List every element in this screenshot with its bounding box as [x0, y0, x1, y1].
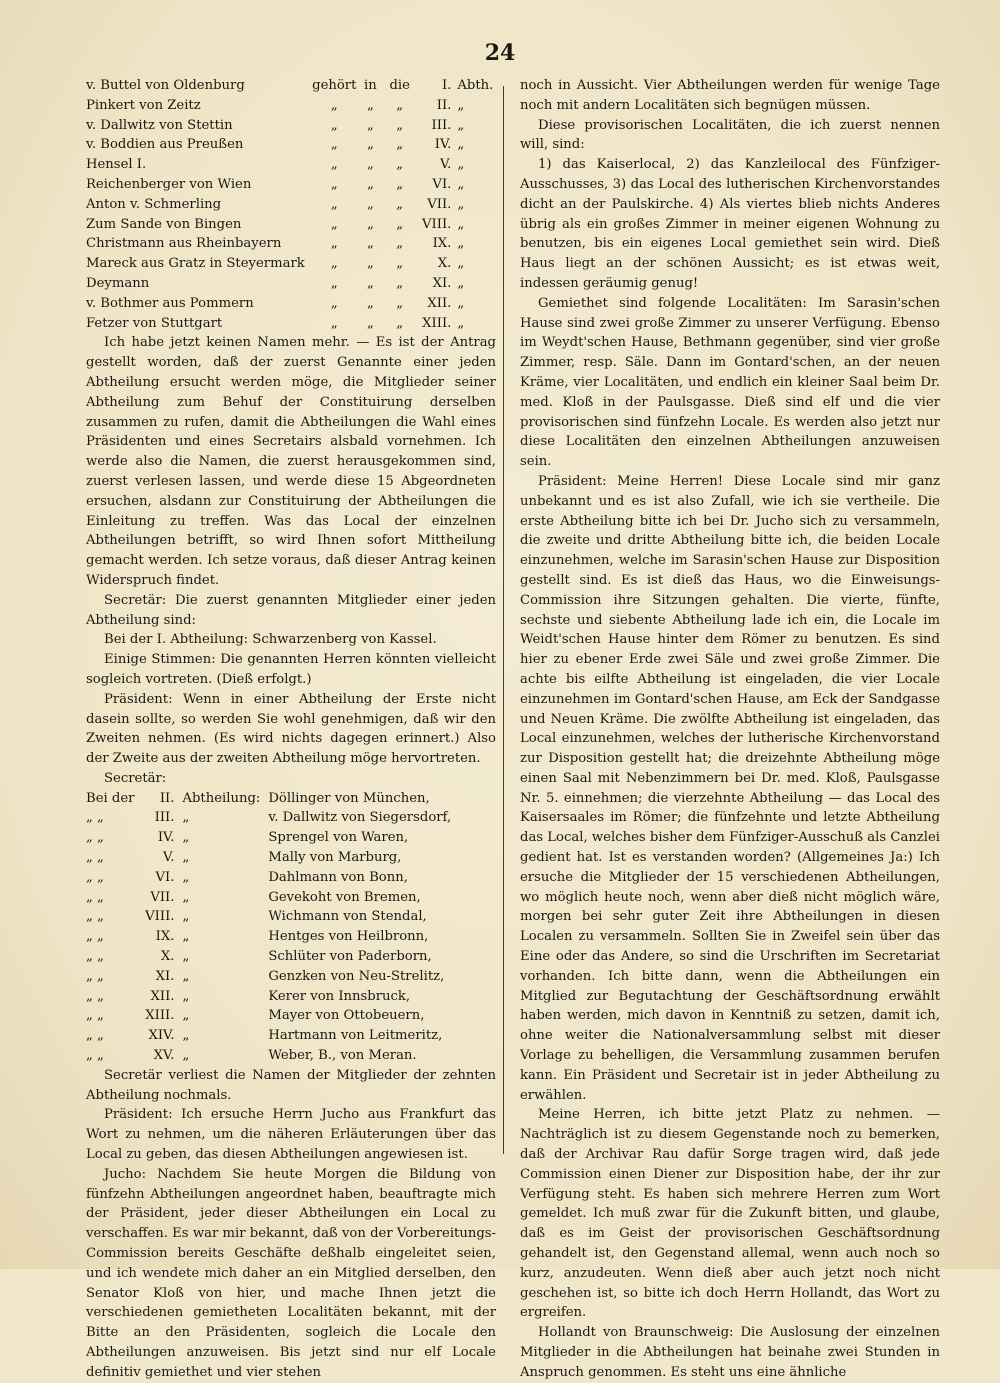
list-word: „: [330, 275, 338, 291]
division-number: XIV.: [148, 1028, 175, 1044]
paragraph: Ich habe jetzt keinen Namen mehr. — Es ist der Antrag gestellt worden, daß der zuerst Genannte einer jeden Abtheilung ersucht werden möge, die Mitglieder seiner Abtheilung zum Behuf der Constituirung derselben zusammen zu rufen, damit die Abtheilungen die Wahl eines Präsidenten und eines Secretairs alsbald vornehmen. Ich werde also die Namen, die zuerst herausgekommen sind, zuerst verlesen lassen, und werde diese 15 Abgeordneten ersuchen, alsdann zur Constituirung der Abtheilungen die Einleitung zu treffen. Was das Local der einzelnen Abtheilungen betrifft, so wird Ihnen sofort Mittheilung gemacht werden. Ich setze voraus, daß dieser Antrag keinen Widerspruch findet.: [86, 335, 496, 588]
member-name: Hentges von Heilbronn,: [268, 929, 429, 945]
division-number: VII.: [427, 196, 452, 212]
list-prefix: „ „: [86, 830, 104, 846]
list-prefix: „ „: [86, 889, 104, 905]
division-label: „: [457, 236, 465, 252]
division-label: „: [182, 909, 190, 925]
list-item: [86, 789, 496, 809]
member-name: Dahlmann von Bonn,: [268, 869, 408, 885]
division-label: „: [457, 176, 465, 192]
list-word: „: [330, 295, 338, 311]
list-item: [86, 1026, 496, 1046]
division-label: „: [182, 949, 190, 965]
member-name: Mally von Marburg,: [268, 850, 402, 866]
division-number: XIII.: [145, 1008, 175, 1024]
division-number: XV.: [153, 1048, 175, 1064]
paragraph: Bei der I. Abtheilung: Schwarzenberg von Kassel.: [104, 632, 437, 648]
list-word: „: [366, 157, 374, 173]
list-prefix: „ „: [86, 1028, 104, 1044]
member-name: Mareck aus Gratz in Steyermark: [86, 256, 305, 272]
list-item: [86, 215, 496, 235]
list-prefix: „ „: [86, 810, 104, 826]
member-name: Wichmann von Stendal,: [268, 909, 427, 925]
division-label: „: [457, 97, 465, 113]
paragraph: Jucho: Nachdem Sie heute Morgen die Bildung von fünfzehn Abtheilungen angeordnet haben, beauftragte mich der Präsident, jeder dieser Abtheilungen ein Local zu verschaffen. Es war mir bekannt, daß von der Vorbereitungs-Commission bereits Geschäfte deßhalb eingeleitet seien, und ich wendete mich daher an ein Mitglied derselben, den Senator Kloß von hier, und mache Ihnen jetzt die verschiedenen gemietheten Localitäten bekannt, mit der Bitte an den Präsidenten, sogleich die Locale den Abtheilungen anzuweisen. Bis jetzt sind nur elf Locale definitiv gemiethet und vier stehen: [86, 1166, 496, 1380]
list-word: „: [366, 137, 374, 153]
division-number: X.: [160, 949, 175, 965]
list-word: „: [330, 236, 338, 252]
list-item: [86, 314, 496, 334]
division-number: III.: [154, 810, 175, 826]
list-item: [86, 76, 496, 96]
paragraph: Secretär:: [104, 770, 167, 786]
division-number: XIII.: [422, 315, 452, 331]
list-word: „: [366, 236, 374, 252]
division-label: „: [182, 1048, 190, 1064]
list-item: [86, 1046, 496, 1066]
list-word: in: [364, 78, 377, 93]
member-name: v. Bothmer aus Pommern: [86, 295, 254, 311]
paragraph: Secretär verliest die Namen der Mitglieder der zehnten Abtheilung nochmals.: [86, 1067, 496, 1103]
list-word: „: [366, 315, 374, 331]
list-word: „: [396, 295, 404, 311]
division-label: Abth.: [457, 78, 494, 93]
division-number: VIII.: [145, 909, 175, 925]
list-word: „: [366, 275, 374, 291]
list-word: „: [330, 157, 338, 173]
division-number: XI.: [432, 275, 452, 291]
division-label: „: [457, 216, 465, 232]
list-item: [86, 96, 496, 116]
member-name: Gevekoht von Bremen,: [268, 889, 421, 905]
division-number: VI.: [155, 869, 175, 885]
member-name: Genzken von Neu-Strelitz,: [268, 968, 445, 984]
list-item: [86, 175, 496, 195]
division-number: V.: [163, 850, 175, 866]
paragraph: Hollandt von Braunschweig: Die Auslosung der einzelnen Mitglieder in die Abtheilungen hat beinahe zwei Stunden in Anspruch genommen. Es steht uns eine ähnliche: [520, 1325, 940, 1380]
list-item: [86, 868, 496, 888]
division-number: I.: [441, 78, 452, 93]
division-label: „: [182, 968, 190, 984]
division-number: XII.: [427, 295, 452, 311]
paragraph: Diese provisorischen Localitäten, die ich zuerst nennen will, sind:: [520, 117, 940, 153]
list-item: [86, 234, 496, 254]
member-name: Pinkert von Zeitz: [86, 97, 201, 113]
list-word: „: [396, 157, 404, 173]
list-prefix: „ „: [86, 909, 104, 925]
list-prefix: „ „: [86, 850, 104, 866]
list-word: „: [396, 216, 404, 232]
page-number: 24: [484, 40, 516, 66]
list-prefix: „ „: [86, 968, 104, 984]
list-item: [86, 254, 496, 274]
division-label: „: [182, 988, 190, 1004]
division-assignment-list: [86, 76, 496, 333]
list-word: „: [366, 196, 374, 212]
left-column: [86, 76, 496, 1383]
list-word: „: [396, 275, 404, 291]
list-word: „: [396, 97, 404, 113]
division-label: „: [182, 810, 190, 826]
division-number: V.: [439, 157, 452, 173]
list-item: [86, 947, 496, 967]
list-word: „: [330, 137, 338, 153]
division-number: XII.: [150, 988, 175, 1004]
member-name: Deymann: [86, 275, 150, 291]
list-word: „: [330, 196, 338, 212]
list-prefix: „ „: [86, 1048, 104, 1064]
member-name: v. Dallwitz von Siegersdorf,: [268, 810, 452, 826]
list-word: „: [366, 117, 374, 133]
member-name: Sprengel von Waren,: [268, 830, 409, 846]
list-item: [86, 927, 496, 947]
paragraph: Präsident: Meine Herren! Diese Locale sind mir ganz unbekannt und es ist also Zufall, wie ich sie vertheile. Die erste Abtheilung bitte ich bei Dr. Jucho sich zu versammeln, die zweite und dritte Abtheilung bitte ich, die beiden Locale einzunehmen, welche im Sarasin'schen Hause zur Disposition gestellt sind. Es ist dieß das Haus, wo die Einweisungs-Commission ihre Sitzungen gehalten. Die vierte, fünfte, sechste und siebente Abtheilung lade ich ein, die Locale im Weidt'schen Hause hinter dem Römer zu benutzen. Es sind hier zu ebener Erde zwei Säle und zwei große Zimmer. Die achte bis eilfte Abtheilung ist eingeladen, die vier Locale einzunehmen im Gontard'schen Hause, am Eck der Sandgasse und Neuen Kräme. Die zwölfte Abtheilung ist eingeladen, das Local einzunehmen, welches der lutherische Kirchenvorstand zur Disposition gestellt hat; die dreizehnte Abtheilung möge einen Saal mit Nebenzimmern bei Dr. med. Kloß, Paulsgasse Nr. 5. einnehmen; die vierzehnte Abtheilung — das Local des Kaisersaales im Römer; die fünfzehnte und letzte Abtheilung das Local, welches bisher dem Fünfziger-Ausschuß als Canzlei gedient hat. Ist es verstanden worden? (Allgemeines Ja:) Ich ersuche die Mitglieder der 15 verschiedenen Abtheilungen, wo möglich heute noch, wenn aber dieß nicht möglich wäre, morgen bei sehr guter Zeit ihre Abtheilungen in diesen Localen zu versammeln. Sollten Sie in Zweifel sein über das Eine oder das Andere, so sind die Urschriften im Secretariat vorhanden. Ich bitte dann, wenn die Abtheilungen ein Mitglied zur Begutachtung der Geschäftsordnung erwählt haben werden, mich davon in Kenntniß zu setzen, damit ich, ohne weiter die Nationalversammlung selbst mit dieser Vorlage zu behelligen, die Versammlung zusammen berufen kann. Ein Präsident und Secretair ist in jeder Abtheilung zu erwählen.: [520, 473, 940, 1103]
list-word: „: [330, 216, 338, 232]
division-number: X.: [437, 256, 452, 272]
member-name: Hensel I.: [86, 157, 147, 173]
division-label: „: [457, 117, 465, 133]
division-label: „: [182, 869, 190, 885]
list-word: „: [330, 97, 338, 113]
paragraph: 1) das Kaiserlocal, 2) das Kanzleilocal des Fünfziger-Ausschusses, 3) das Local des lutherischen Kirchenvorstandes dicht an der Paulskirche. 4) Als viertes blieb nichts Anderes übrig als ein großes Zimmer in meiner eigenen Wohnung zu benutzen, bis ein eigenes Local gemiethet sein wird. Dieß Haus liegt an der schönen Aussicht; es ist etwas weit, indessen geräumig genug!: [520, 157, 940, 291]
member-name: Weber, B., von Meran.: [268, 1048, 417, 1064]
list-item: [86, 848, 496, 868]
list-word: „: [396, 196, 404, 212]
list-word: „: [396, 236, 404, 252]
division-label: „: [457, 137, 465, 153]
list-prefix: „ „: [86, 988, 104, 1004]
list-word: „: [330, 256, 338, 272]
list-word: „: [366, 97, 374, 113]
division-number: III.: [431, 117, 452, 133]
paragraph: Einige Stimmen: Die genannten Herren könnten vielleicht sogleich vortreten. (Dieß erfolgt.): [86, 652, 496, 687]
list-word: „: [396, 315, 404, 331]
division-label: Abtheilung:: [182, 790, 261, 806]
paragraph: noch in Aussicht. Vier Abtheilungen werden für wenige Tage noch mit andern Localitäten sich begnügen müssen.: [520, 78, 940, 113]
member-name: Schlüter von Paderborn,: [268, 949, 432, 965]
member-name: Mayer von Ottobeuern,: [268, 1008, 425, 1024]
list-item: [86, 274, 496, 294]
division-label: „: [457, 275, 465, 291]
division-number: VIII.: [422, 216, 452, 232]
list-word: „: [396, 176, 404, 192]
division-number: IV.: [434, 137, 452, 153]
division-number: IX.: [432, 236, 452, 252]
division-number: VII.: [150, 889, 175, 905]
division-label: „: [457, 295, 465, 311]
list-prefix: Bei der: [86, 790, 135, 806]
list-word: „: [330, 315, 338, 331]
division-label: „: [457, 196, 465, 212]
list-word: „: [396, 137, 404, 153]
division-label: „: [182, 1008, 190, 1024]
member-name: Fetzer von Stuttgart: [86, 315, 223, 331]
division-label: „: [182, 929, 190, 945]
paragraph: Secretär: Die zuerst genannten Mitglieder einer jeden Abtheilung sind:: [86, 592, 496, 628]
member-name: v. Boddien aus Preußen: [86, 137, 244, 153]
paragraph: Präsident: Wenn in einer Abtheilung der Erste nicht dasein sollte, so werden Sie wohl genehmigen, daß wir den Zweiten nehmen. (Es wird nichts dagegen erinnert.) Also der Zweite aus der zweiten Abtheilung möge hervortreten.: [86, 691, 496, 767]
member-name: v. Buttel von Oldenburg: [86, 78, 245, 93]
list-prefix: „ „: [86, 869, 104, 885]
list-word: die: [389, 78, 410, 93]
list-item: [86, 967, 496, 987]
member-name: Hartmann von Leitmeritz,: [268, 1028, 443, 1044]
list-word: „: [330, 176, 338, 192]
list-item: [86, 155, 496, 175]
right-column: [520, 76, 940, 1383]
member-name: v. Dallwitz von Stettin: [86, 117, 233, 133]
list-item: [86, 294, 496, 314]
division-number: IV.: [157, 830, 175, 846]
paragraph: Meine Herren, ich bitte jetzt Platz zu nehmen. — Nachträglich ist zu diesem Gegenstande noch zu bemerken, daß der Archivar Rau dafür Sorge tragen wird, daß jede Commission einen Diener zur Disposition habe, der ihr zur Verfügung steht. Es haben sich mehrere Herren zum Wort gemeldet. Ich muß zwar für die Zukunft bitten, und glaube, daß es im Geist der provisorischen Geschäftsordnung gehandelt ist, den Gegenstand allemal, wenn auch noch so kurz, anzudeuten. Wenn dieß aber auch jetzt noch nicht geschehen ist, so bitte ich doch Herrn Hollandt, das Wort zu ergreifen.: [520, 1107, 940, 1321]
list-item: [86, 1006, 496, 1026]
list-word: „: [330, 117, 338, 133]
list-prefix: „ „: [86, 949, 104, 965]
division-number: II.: [436, 97, 452, 113]
division-number: II.: [159, 790, 175, 806]
list-word: „: [396, 256, 404, 272]
division-label: „: [182, 889, 190, 905]
list-item: [86, 907, 496, 927]
list-word: „: [396, 117, 404, 133]
member-name: Zum Sande von Bingen: [86, 216, 242, 232]
paragraph: Gemiethet sind folgende Localitäten: Im Sarasin'schen Hause sind zwei große Zimmer zu unserer Verfügung. Ebenso im Weydt'schen Hause, Bethmann gegenüber, sind vier große Zimmer, resp. Säle. Dann im Gontard'schen, an der neuen Kräme, vier Localitäten, und endlich ein kleiner Saal beim Dr. med. Kloß in der Paulsgasse. Dieß sind elf und die vier provisorischen sind fünfzehn Locale. Es werden also jetzt nur diese Localitäten den einzelnen Abtheilungen anzuweisen sein.: [520, 295, 940, 470]
division-label: „: [457, 256, 465, 272]
list-word: „: [366, 256, 374, 272]
member-name: Anton v. Schmerling: [86, 196, 222, 212]
member-name: Döllinger von München,: [268, 790, 430, 806]
division-label: „: [182, 1028, 190, 1044]
list-item: [86, 195, 496, 215]
list-word: „: [366, 176, 374, 192]
list-prefix: „ „: [86, 929, 104, 945]
division-label: „: [182, 830, 190, 846]
list-word: „: [366, 295, 374, 311]
member-name: Reichenberger von Wien: [86, 176, 252, 192]
member-name: Kerer von Innsbruck,: [268, 988, 411, 1004]
division-label: „: [182, 850, 190, 866]
list-item: [86, 987, 496, 1007]
list-item: [86, 888, 496, 908]
division-number: XI.: [155, 968, 175, 984]
list-word: gehört: [312, 78, 357, 93]
paragraph: Präsident: Ich ersuche Herrn Jucho aus Frankfurt das Wort zu nehmen, um die näheren Erläuterungen über das Local zu geben, das diesen Abtheilungen angewiesen ist.: [86, 1107, 496, 1163]
list-item: [86, 828, 496, 848]
division-label: „: [457, 315, 465, 331]
division-number: VI.: [432, 176, 452, 192]
column-divider: [503, 86, 504, 1154]
division-number: IX.: [155, 929, 175, 945]
division-member-list: [86, 789, 496, 1066]
division-label: „: [457, 157, 465, 173]
member-name: Christmann aus Rheinbayern: [86, 236, 282, 252]
list-prefix: „ „: [86, 1008, 104, 1024]
list-item: [86, 135, 496, 155]
list-item: [86, 808, 496, 828]
list-word: „: [366, 216, 374, 232]
list-item: [86, 116, 496, 136]
